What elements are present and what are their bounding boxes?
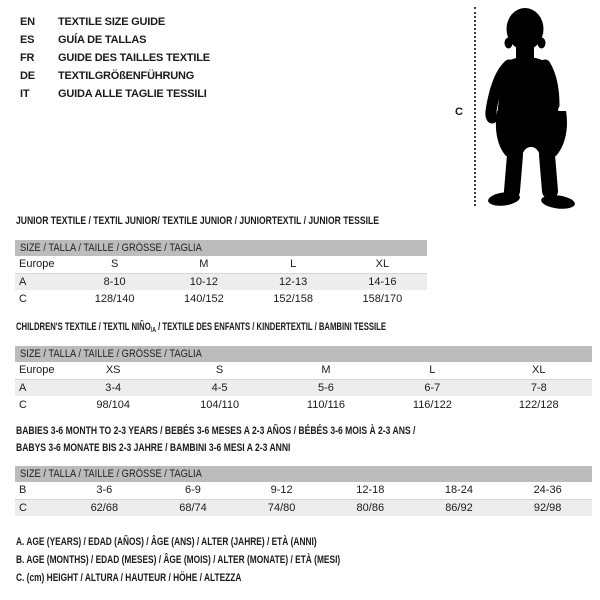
lang-code: ES: [20, 34, 35, 46]
height-value: 140/152: [183, 292, 224, 305]
lang-row-es: [20, 31, 210, 49]
age-value: 6-7: [379, 379, 485, 396]
age-value: 3-6: [96, 484, 113, 497]
age-value: 14-16: [338, 273, 427, 290]
lang-row-de: [20, 67, 210, 85]
lang-row-en: [20, 13, 210, 31]
size-value: M: [199, 258, 209, 271]
size-value: S: [110, 258, 119, 271]
height-value: 110/116: [306, 398, 346, 411]
lang-title: GUÍA DE TALLAS: [58, 34, 147, 46]
row-label: A: [15, 379, 60, 396]
height-value: 122/128: [518, 398, 559, 411]
height-value: 80/86: [326, 499, 415, 516]
height-value: 128/140: [94, 292, 135, 305]
age-value: 10-12: [159, 273, 248, 290]
height-value: 62/68: [60, 499, 149, 516]
row-label: C: [19, 292, 27, 305]
height-value: 116/122: [412, 398, 452, 411]
age-value: 9-12: [270, 484, 293, 497]
row-label: Europe: [19, 364, 55, 377]
table-row: [15, 499, 592, 516]
lang-title: GUIDA ALLE TAGLIE TESSILI: [58, 88, 207, 100]
lang-title: TEXTILE SIZE GUIDE: [58, 16, 166, 28]
baby-silhouette-icon: [485, 5, 590, 213]
age-value: 18-24: [444, 484, 474, 497]
footnote-c: C. (cm) HEIGHT / ALTURA / HAUTEUR / HÖHE / ALTEZZA: [16, 572, 242, 584]
height-value: 98/104: [96, 398, 131, 411]
children-section-title: CHILDREN'S TEXTILE / TEXTIL NIÑO/A / TEXTILE DES ENFANTS / KINDERTEXTIL / BAMBINI TESSILE: [16, 321, 387, 334]
height-value: 68/74: [149, 499, 238, 516]
table-row: [15, 362, 592, 379]
height-c-label: C: [455, 106, 463, 118]
table-row: [15, 396, 592, 413]
lang-code: DE: [20, 70, 35, 82]
size-value: XS: [105, 364, 121, 377]
junior-size-table: [15, 240, 427, 307]
lang-row-it: [20, 85, 210, 103]
age-value: 6-9: [185, 484, 201, 497]
size-header-row: [15, 346, 592, 362]
children-size-table: [15, 346, 592, 413]
age-value: 4-5: [166, 379, 272, 396]
size-header-bar: SIZE / TALLA / TAILLE / GRÖSSE / TAGLIA: [15, 240, 427, 256]
lang-title: GUIDE DES TAILLES TEXTILE: [58, 52, 210, 64]
size-value: M: [321, 364, 331, 377]
lang-title: TEXTILGRÖßENFÜHRUNG: [58, 70, 195, 82]
lang-code: IT: [20, 88, 30, 100]
row-label: B: [19, 484, 27, 497]
size-header-row: [15, 466, 592, 482]
table-row: [15, 256, 427, 273]
legend-footnotes: [16, 533, 443, 587]
table-row: [15, 290, 427, 307]
size-header-bar: SIZE / TALLA / TAILLE / GRÖSSE / TAGLIA: [15, 466, 592, 482]
age-value: 8-10: [70, 273, 159, 290]
height-value: 104/110: [200, 398, 240, 411]
footnote-b: B. AGE (MONTHS) / EDAD (MESES) / ÂGE (MOIS) / ALTER (MONATE) / ETÀ (MESI): [16, 554, 341, 566]
size-header-row: [15, 240, 427, 256]
junior-section-title: JUNIOR TEXTILE / TEXTIL JUNIOR/ TEXTILE JUNIOR / JUNIORTEXTIL / JUNIOR TESSILE: [16, 215, 379, 227]
table-row: [15, 482, 592, 499]
height-value: 74/80: [237, 499, 326, 516]
nino-a-subscript: /A: [150, 325, 156, 334]
height-value: 152/158: [273, 292, 313, 305]
row-label: C: [15, 499, 60, 516]
language-title-list: [20, 13, 210, 103]
table-row: [15, 379, 592, 396]
table-row: [15, 273, 427, 290]
babies-size-table: [15, 466, 592, 516]
age-value: 7-8: [486, 379, 592, 396]
height-value: 92/98: [503, 499, 592, 516]
age-value: 12-18: [356, 484, 385, 497]
babies-section-title: BABIES 3-6 MONTH TO 2-3 YEARS / BEBÉS 3-6 MESES A 2-3 AÑOS / BÉBÉS 3-6 MOIS À 2-3 ANS / BABYS 3-6 MONATE BIS 2-3 JAHRE / BAMBINI 3-6 MESI A 2-3 ANNI: [16, 425, 416, 454]
lang-code: EN: [20, 16, 35, 28]
height-value: 158/170: [362, 292, 403, 305]
row-label: Europe: [19, 258, 55, 271]
age-value: 5-6: [273, 379, 379, 396]
size-value: XL: [375, 258, 390, 271]
lang-code: FR: [20, 52, 35, 64]
age-value: 3-4: [60, 379, 166, 396]
row-label: C: [19, 398, 27, 411]
size-header-bar: SIZE / TALLA / TAILLE / GRÖSSE / TAGLIA: [15, 346, 592, 362]
size-value: XL: [532, 364, 546, 377]
row-label: A: [15, 273, 70, 290]
height-dotted-line: [474, 7, 476, 206]
age-value: 24-36: [533, 484, 562, 497]
age-value: 12-13: [249, 273, 338, 290]
height-value: 86/92: [415, 499, 504, 516]
footnote-a: A. AGE (YEARS) / EDAD (AÑOS) / ÂGE (ANS) / ALTER (JAHRE) / ETÀ (ANNI): [16, 536, 317, 548]
size-value: L: [429, 364, 436, 377]
size-value: S: [215, 364, 224, 377]
lang-row-fr: [20, 49, 210, 67]
size-value: L: [290, 258, 297, 271]
